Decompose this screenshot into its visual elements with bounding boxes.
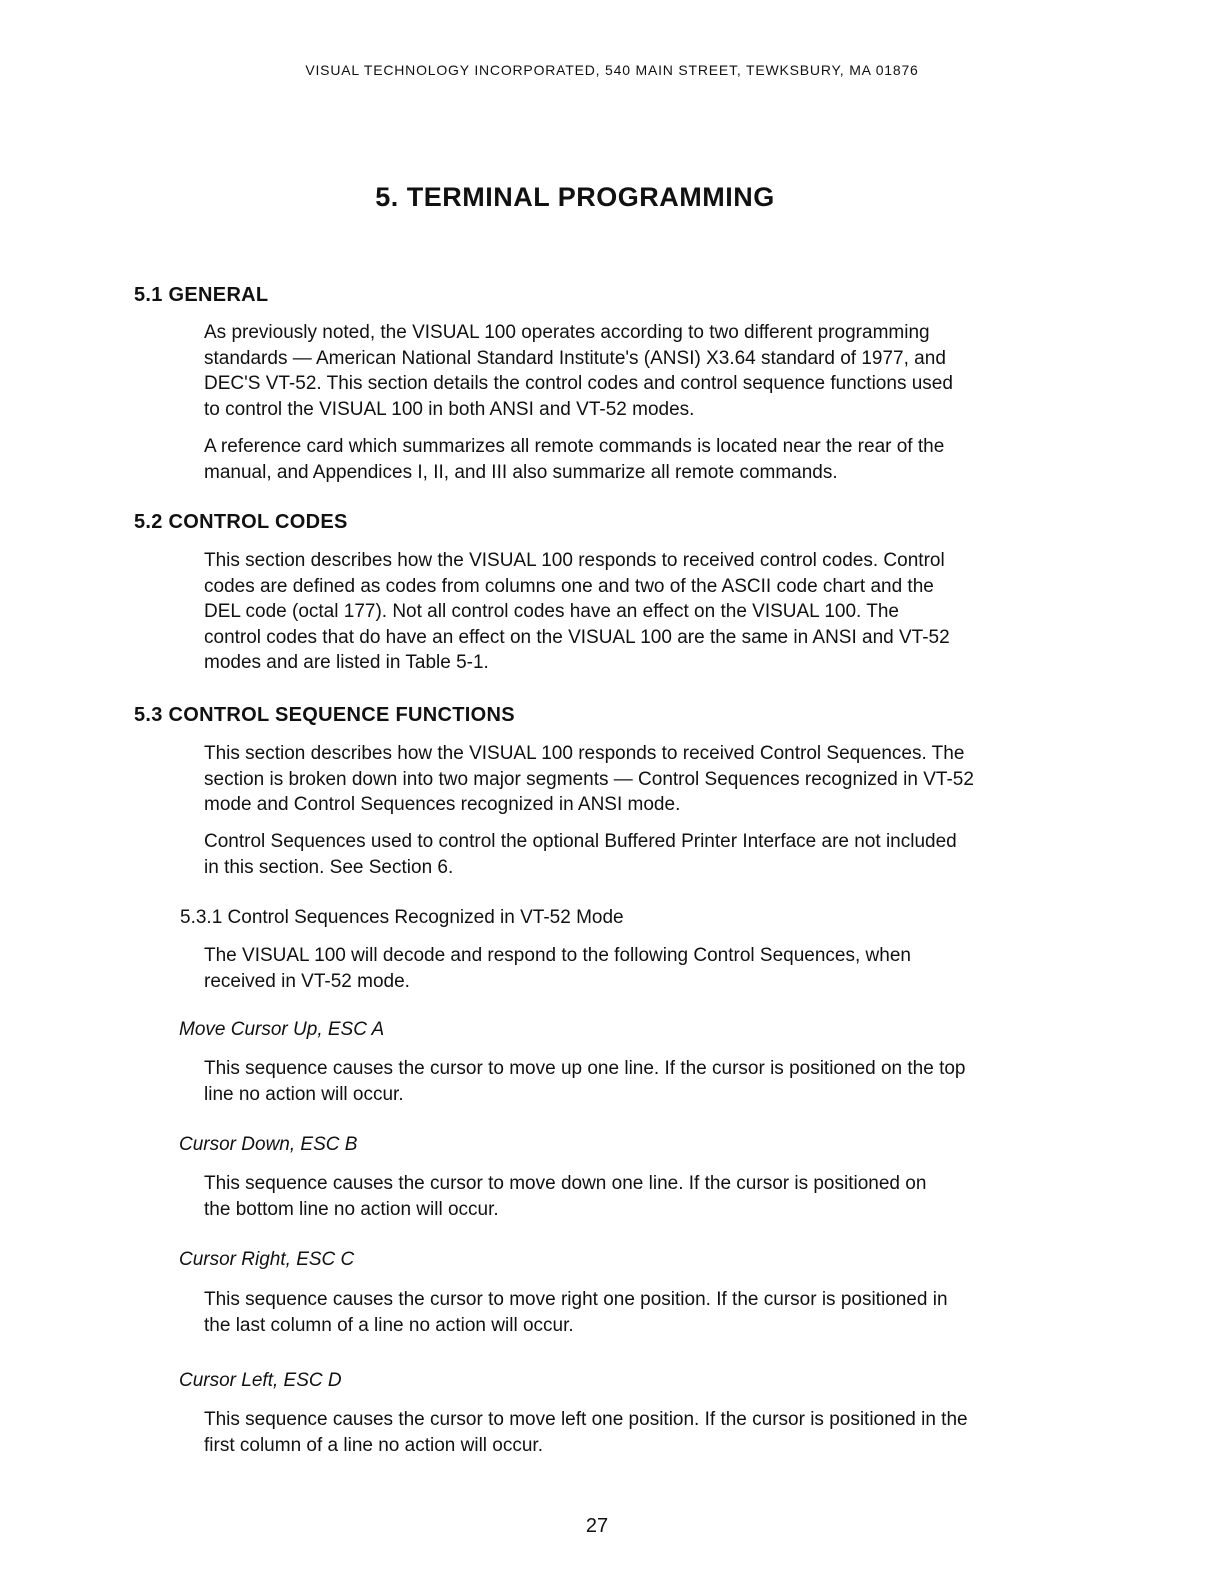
text-line: in this section. See Section 6. — [204, 856, 454, 878]
text-line: This sequence causes the cursor to move left one position. If the cursor is positioned in the — [204, 1409, 968, 1430]
section-5-3-paragraph-2 — [204, 829, 1064, 880]
text-line: DEL code (octal 177). Not all control codes have an effect on the VISUAL 100. The — [204, 601, 899, 622]
section-5-2-paragraph-1 — [204, 548, 1064, 676]
item-heading-cursor-right: Cursor Right, ESC C — [179, 1249, 355, 1270]
text-line: As previously noted, the VISUAL 100 operates according to two different programming — [204, 322, 930, 343]
item-description-cursor-right — [204, 1287, 1064, 1338]
section-5-1-heading: 5.1 GENERAL — [134, 284, 269, 306]
text-line: A reference card which summarizes all remote commands is located near the rear of the — [204, 436, 945, 457]
text-line: control codes that do have an effect on the VISUAL 100 are the same in ANSI and VT-52 — [204, 626, 950, 648]
text-line: section is broken down into two major segments — Control Sequences recognized in VT-52 — [204, 768, 974, 790]
text-line: standards — American National Standard Institute's (ANSI) X3.64 standard of 1977, and — [204, 347, 946, 369]
text-line: the last column of a line no action will occur. — [204, 1314, 574, 1336]
item-description-cursor-left — [204, 1407, 1064, 1458]
section-5-1-paragraph-1 — [204, 320, 1064, 422]
text-line: Control Sequences used to control the optional Buffered Printer Interface are not included — [204, 831, 957, 852]
text-line: modes and are listed in Table 5-1. — [204, 652, 489, 673]
item-heading-cursor-up: Move Cursor Up, ESC A — [179, 1019, 385, 1040]
text-line: This section describes how the VISUAL 100 responds to received control codes. Control — [204, 550, 945, 571]
text-line: first column of a line no action will occur. — [204, 1434, 543, 1456]
page-header: VISUAL TECHNOLOGY INCORPORATED, 540 MAIN STREET, TEWKSBURY, MA 01876 — [305, 62, 919, 78]
text-line: DEC'S VT-52. This section details the control codes and control sequence functions used — [204, 373, 953, 394]
section-5-3-1-paragraph-1 — [204, 943, 1064, 994]
item-heading-cursor-left: Cursor Left, ESC D — [179, 1370, 342, 1391]
section-5-3-heading: 5.3 CONTROL SEQUENCE FUNCTIONS — [134, 704, 515, 726]
item-description-cursor-up — [204, 1056, 1064, 1107]
chapter-title: 5. TERMINAL PROGRAMMING — [375, 182, 775, 212]
text-line: This sequence causes the cursor to move right one position. If the cursor is positioned in — [204, 1289, 948, 1310]
text-line: This sequence causes the cursor to move down one line. If the cursor is positioned on — [204, 1173, 927, 1194]
text-line: mode and Control Sequences recognized in ANSI mode. — [204, 794, 681, 815]
section-5-2-heading: 5.2 CONTROL CODES — [134, 511, 348, 533]
text-line: the bottom line no action will occur. — [204, 1198, 499, 1220]
text-line: This sequence causes the cursor to move up one line. If the cursor is positioned on the top — [204, 1058, 966, 1079]
section-5-3-1-heading: 5.3.1 Control Sequences Recognized in VT-52 Mode — [180, 907, 624, 928]
item-heading-cursor-down: Cursor Down, ESC B — [179, 1134, 358, 1155]
section-5-1-paragraph-2 — [204, 434, 1064, 485]
item-description-cursor-down — [204, 1171, 1064, 1222]
text-line: codes are defined as codes from columns one and two of the ASCII code chart and the — [204, 575, 934, 597]
section-5-3-paragraph-1 — [204, 741, 1064, 818]
text-line: The VISUAL 100 will decode and respond to the following Control Sequences, when — [204, 945, 911, 966]
text-line: manual, and Appendices I, II, and III also summarize all remote commands. — [204, 461, 838, 483]
text-line: This section describes how the VISUAL 100 responds to received Control Sequences. The — [204, 743, 965, 764]
text-line: received in VT-52 mode. — [204, 970, 410, 992]
text-line: to control the VISUAL 100 in both ANSI and VT-52 modes. — [204, 398, 695, 420]
page-number: 27 — [585, 1515, 609, 1537]
text-line: line no action will occur. — [204, 1083, 404, 1105]
